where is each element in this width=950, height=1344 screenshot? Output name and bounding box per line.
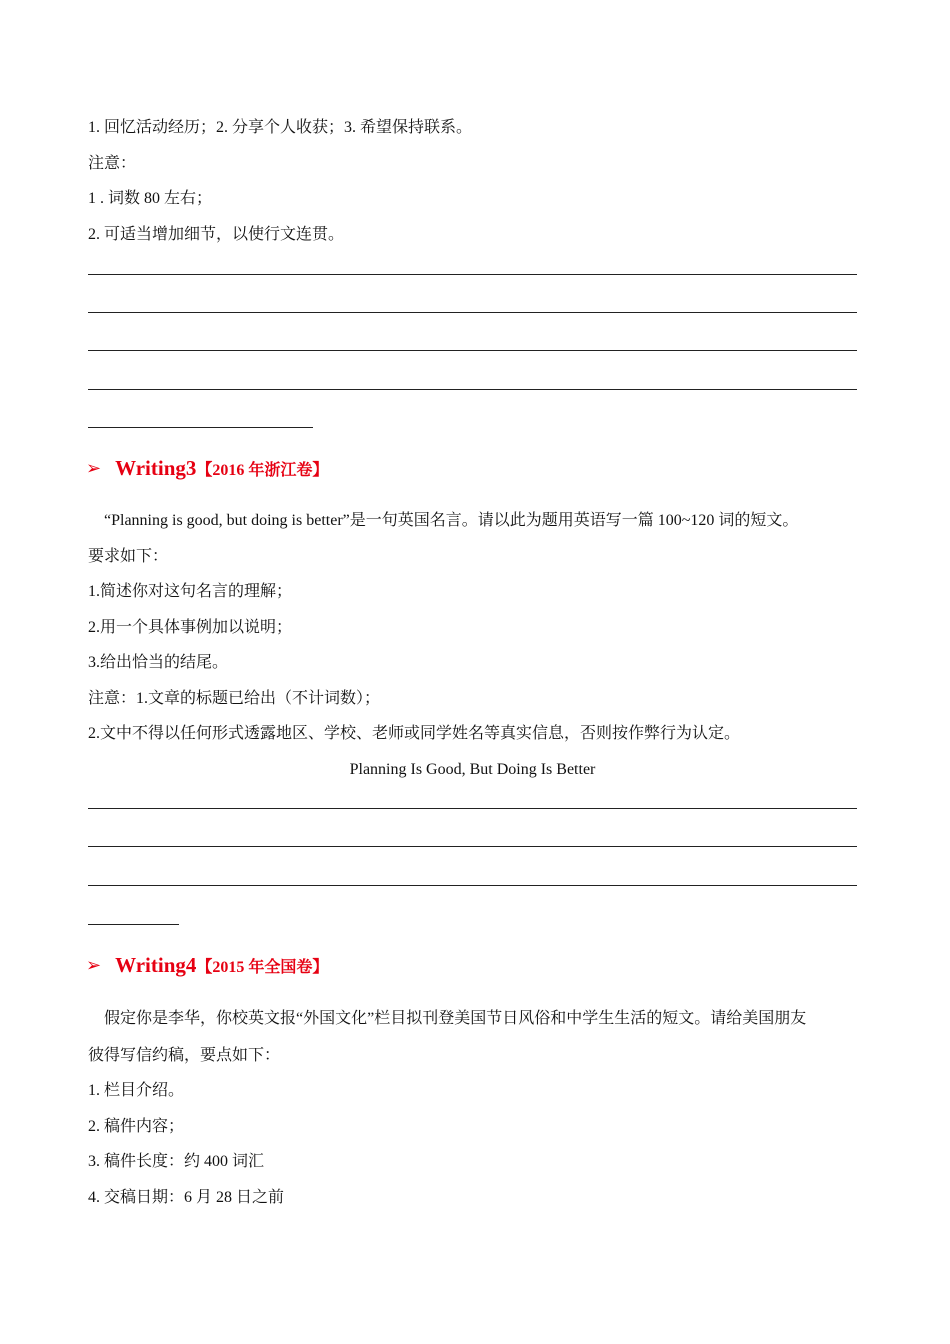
arrow-bullet-icon: ➢ xyxy=(86,458,102,479)
answer-line xyxy=(88,846,857,847)
writing3-heading xyxy=(86,456,328,484)
writing4-title: Writing4 xyxy=(115,953,197,977)
writing4-point-1: 1. 栏目介绍。 xyxy=(88,1082,185,1099)
writing3-note-2: 2.文中不得以任何形式透露地区、学校、老师或同学姓名等真实信息，否则按作弊行为认定。 xyxy=(88,725,741,742)
writing4-point-4: 4. 交稿日期：6 月 28 日之前 xyxy=(88,1189,285,1206)
writing4-intro-line-2: 彼得写信约稿，要点如下： xyxy=(88,1047,281,1064)
writing3-source: 【2016 年浙江卷】 xyxy=(196,462,329,479)
answer-line xyxy=(88,389,857,390)
writing2-note-label: 注意： xyxy=(88,155,137,172)
writing4-intro-line-1: 假定你是李华，你校英文报“外国文化”栏目拟刊登美国节日风俗和中学生生活的短文。请给美国朋友 xyxy=(104,1010,807,1027)
writing4-source: 【2015 年全国卷】 xyxy=(196,959,329,976)
writing3-requirement-2: 2.用一个具体事例加以说明； xyxy=(88,619,293,636)
writing3-essay-title: Planning Is Good, But Doing Is Better xyxy=(349,761,596,778)
writing3-note-1: 注意：1.文章的标题已给出（不计词数）； xyxy=(88,690,381,707)
writing3-intro: “Planning is good, but doing is better”是一句英国名言。请以此为题用英语写一篇 100~120 词的短文。 xyxy=(104,512,799,529)
answer-line xyxy=(88,350,857,351)
answer-line xyxy=(88,885,857,886)
answer-line xyxy=(88,427,313,428)
answer-line xyxy=(88,924,179,925)
writing3-title: Writing3 xyxy=(115,456,197,480)
writing3-requirement-1: 1.简述你对这句名言的理解； xyxy=(88,583,293,600)
writing4-heading xyxy=(86,953,328,981)
answer-line xyxy=(88,808,857,809)
writing4-point-2: 2. 稿件内容； xyxy=(88,1118,185,1135)
writing2-note-1: 1 . 词数 80 左右； xyxy=(88,190,213,207)
writing3-requirements-label: 要求如下： xyxy=(88,548,169,565)
arrow-bullet-icon: ➢ xyxy=(86,955,102,976)
writing4-point-3: 3. 稿件长度：约 400 词汇 xyxy=(88,1153,265,1170)
writing3-requirement-3: 3.给出恰当的结尾。 xyxy=(88,654,229,671)
answer-line xyxy=(88,312,857,313)
answer-line xyxy=(88,274,857,275)
writing2-points: 1. 回忆活动经历；2. 分享个人收获；3. 希望保持联系。 xyxy=(88,119,473,136)
writing2-note-2: 2. 可适当增加细节，以使行文连贯。 xyxy=(88,226,345,243)
